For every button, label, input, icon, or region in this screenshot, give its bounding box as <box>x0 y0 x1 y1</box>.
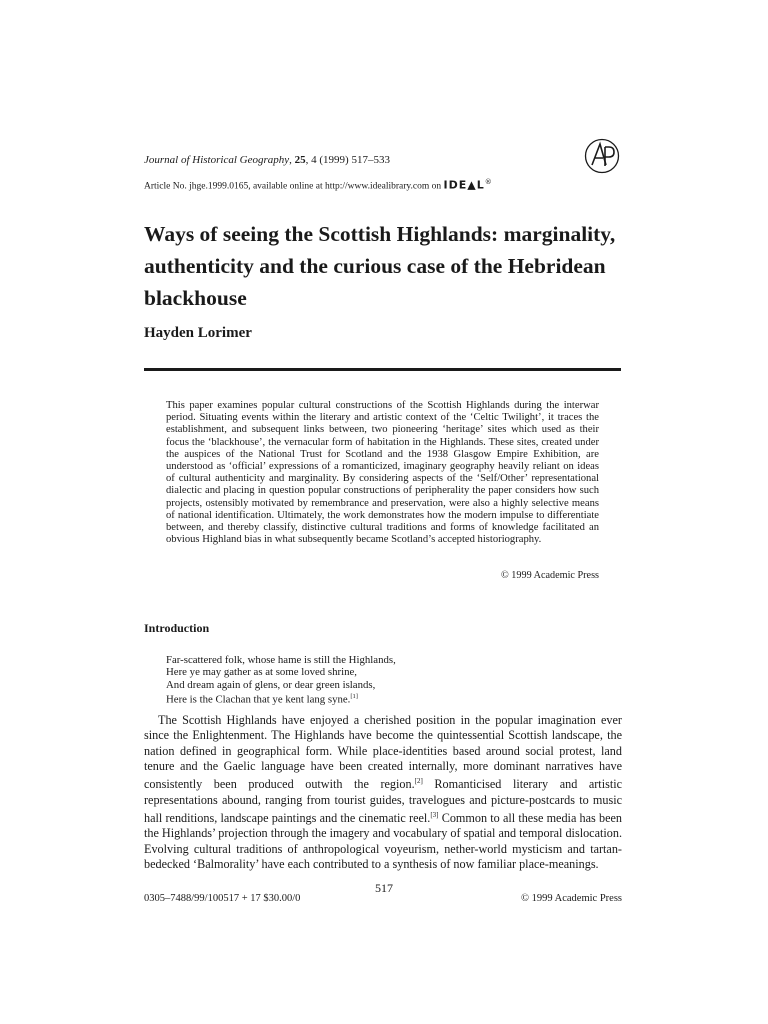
page-number: 517 <box>375 881 393 895</box>
section-heading: Introduction <box>144 621 210 635</box>
body-paragraph <box>144 713 622 872</box>
journal-name: Journal of Historical Geography <box>144 154 290 166</box>
author-name: Hayden Lorimer <box>144 325 252 341</box>
registered-mark: ® <box>484 178 493 186</box>
poem-line: Here is the Clachan that ye kent lang syne. <box>166 693 351 706</box>
title-divider <box>144 368 621 371</box>
epigraph-poem <box>166 654 396 706</box>
ideal-logo-tail: L <box>476 178 485 192</box>
poem-line-last <box>166 691 396 706</box>
abstract: This paper examines popular cultural constructions of the Scottish Highlands during the interwar period. Situating events within the literary and artistic context of the ‘Celtic Twilight’, it traces the establishment, and subsequent links between, two pioneering ‘heritage’ sites which used as their focus the ‘blackhouse’, the vernacular form of habitation in the Highlands. These sites, created under the auspices of the National Trust for Scotland and the 1938 Glasgow Empire Exhibition, are understood as ‘official’ expressions of a romanticized, imaginary geography heavily reliant on ideas of cultural authenticity and marginality. By considering aspects of the ‘Self/Other’ representational dialectic and placing in question popular constructions of peripherality the paper considers how such projects, ostensibly motivated by remembrance and preservation, were also a highly selective means of national identification. Ultimately, the work demonstrates how the modern impulse to differentiate between, and thereby classify, distinctive cultural traditions and forms of knowledge facilitated an obvious Highland bias in what subsequently became Scotland’s accepted historiography. <box>166 400 599 546</box>
body-text-segment: Romanticised literary and artistic representations abound, ranging from tourist guides, travelogues and picture-postcards to music hall renditions, landscape paintings and the cinematic reel. <box>144 777 623 825</box>
ideal-logo <box>444 178 493 192</box>
article-title: Ways of seeing the Scottish Highlands: marginality, authenticity and the curious case of the Hebridean blackhouse <box>144 222 616 310</box>
poem-line: Far-scattered folk, whose hame is still the Highlands, <box>166 654 396 666</box>
journal-volume: 25 <box>294 154 306 166</box>
abstract-copyright: © 1999 Academic Press <box>501 570 599 581</box>
journal-citation <box>144 154 390 166</box>
ideal-logo-text: IDE <box>443 178 468 192</box>
article-info-text: Article No. jhge.1999.0165, available online at http://www.idealibrary.com on <box>144 181 442 192</box>
footnote-marker: [1] <box>350 692 358 700</box>
footer-copyright: © 1999 Academic Press <box>520 893 622 904</box>
ideal-arrow-icon: ▲ <box>467 178 477 192</box>
footer-code: 0305–7488/99/100517 + 17 $30.00/0 <box>144 893 301 904</box>
journal-issue-pages: , 4 (1999) 517–533 <box>305 154 390 166</box>
body-text-segment: The Scottish Highlands have enjoyed a cherished position in the popular imagination ever since the Enlightenment. The Highlands have become the quintessential Scottish landscape, the nation defined in geographical form. While place-identities based around social protest, land tenure and the Gaelic language have been created internally, more dominant narratives have consistently been produced outwith the region. <box>144 713 622 792</box>
academic-press-logo-icon <box>584 138 620 174</box>
poem-line: Here ye may gather as at some loved shrine, <box>166 666 357 679</box>
footnote-marker: [2] <box>414 777 423 786</box>
journal-separator: , <box>289 154 295 166</box>
article-info <box>144 178 493 192</box>
poem-line: And dream again of glens, or dear green islands, <box>166 678 376 691</box>
footnote-marker: [3] <box>430 810 439 819</box>
body-text-segment: Common to all these media has been the Highlands’ projection through the imagery and vocabulary of spatial and temporal dislocation. Evolving cultural traditions of anthropological voyeurism, nether-world mysticism and tartan-bedecked ‘Balmorality’ have each contributed to a synthesis of now familiar place-meanings. <box>144 810 622 871</box>
